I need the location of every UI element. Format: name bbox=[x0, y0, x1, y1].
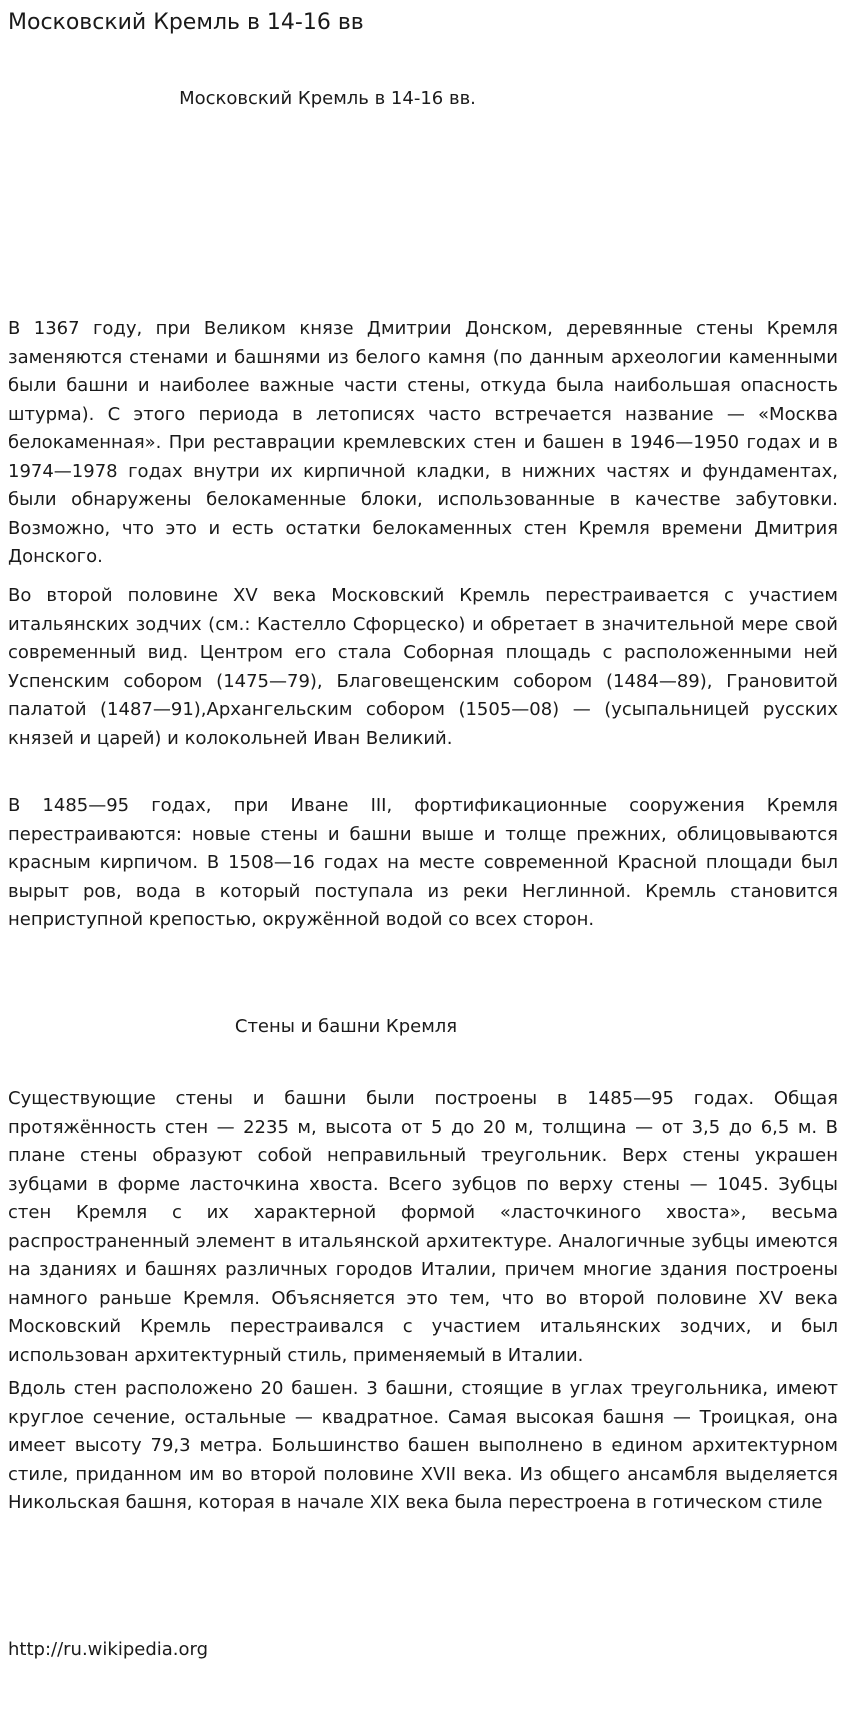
paragraph-3: В 1485—95 годах, при Иване III, фортификационные сооружения Кремля перестраиваются: новые стены и башни выше и толще прежних, облицовываются красным кирпичом. В 1508—16 годах на месте современной Красной площади был вырыт ров, вода в который поступала из реки Неглинной. Кремль становится неприступной крепостью, окружённой водой со всех сторон. bbox=[8, 795, 838, 930]
section-paragraph-2: Вдоль стен расположено 20 башен. 3 башни, стоящие в углах треугольника, имеют круглое сечение, остальные — квадратное. Самая высокая башня — Троицкая, она имеет высоту 79,3 метра. Большинство башен выполнено в едином архитектурном стиле, приданном им во второй половине XVII века. Из общего ансамбля выделяется Никольская башня, которая в начале XIX века была перестроена в готическом стиле bbox=[8, 1378, 838, 1513]
page-title: Московский Кремль в 14-16 вв bbox=[8, 10, 364, 35]
paragraph-1: В 1367 году, при Великом князе Дмитрии Донском, деревянные стены Кремля заменяются стенами и башнями из белого камня (по данным археологии каменными были башни и наиболее важные части стены, откуда была наибольшая опасность штурма). С этого периода в летописях часто встречается название — «Москва белокаменная». При реставрации кремлевских стен и башен в 1946—1950 годах и в 1974—1978 годах внутри их кирпичной кладки, в нижних частях и фундаментах, были обнаружены белокаменные блоки, использованные в качестве забутовки. Возможно, что это и есть остатки белокаменных стен Кремля времени Дмитрия Донского. bbox=[8, 318, 838, 567]
source-link[interactable]: http://ru.wikipedia.org bbox=[8, 1639, 209, 1660]
paragraph-2: Во второй половине XV века Московский Кремль перестраивается с участием итальянских зодчих (см.: Кастелло Сфорцеско) и обретает в значительной мере свой современный вид. Центром его стала Соборная площадь с расположенными ней Успенским собором (1475—79), Благовещенским собором (1484—89), Грановитой палатой (1487—91),Архангельским собором (1505—08) — (усыпальницей русских князей и царей) и колокольней Иван Великий. bbox=[8, 585, 838, 749]
section-paragraph-1: Существующие стены и башни были построены в 1485—95 годах. Общая протяжённость стен — 2235 м, высота от 5 до 20 м, толщина — от 3,5 до 6,5 м. В плане стены образуют собой неправильный треугольник. Верх стены украшен зубцами в форме ласточкина хвоста. Всего зубцов по верху стены — 1045. Зубцы стен Кремля с их характерной формой «ласточкиного хвоста», весьма распространенный элемент в итальянской архитектуре. Аналогичные зубцы имеются на зданиях и башнях различных городов Италии, причем многие здания построены намного раньше Кремля. Объясняется это тем, что во второй половине XV века Московский Кремль перестраивался с участием итальянских зодчих, и был использован архитектурный стиль, применяемый в Италии. bbox=[8, 1088, 838, 1366]
section-heading: Стены и башни Кремля bbox=[234, 1016, 458, 1037]
article-heading: Московский Кремль в 14-16 вв. bbox=[179, 88, 476, 109]
